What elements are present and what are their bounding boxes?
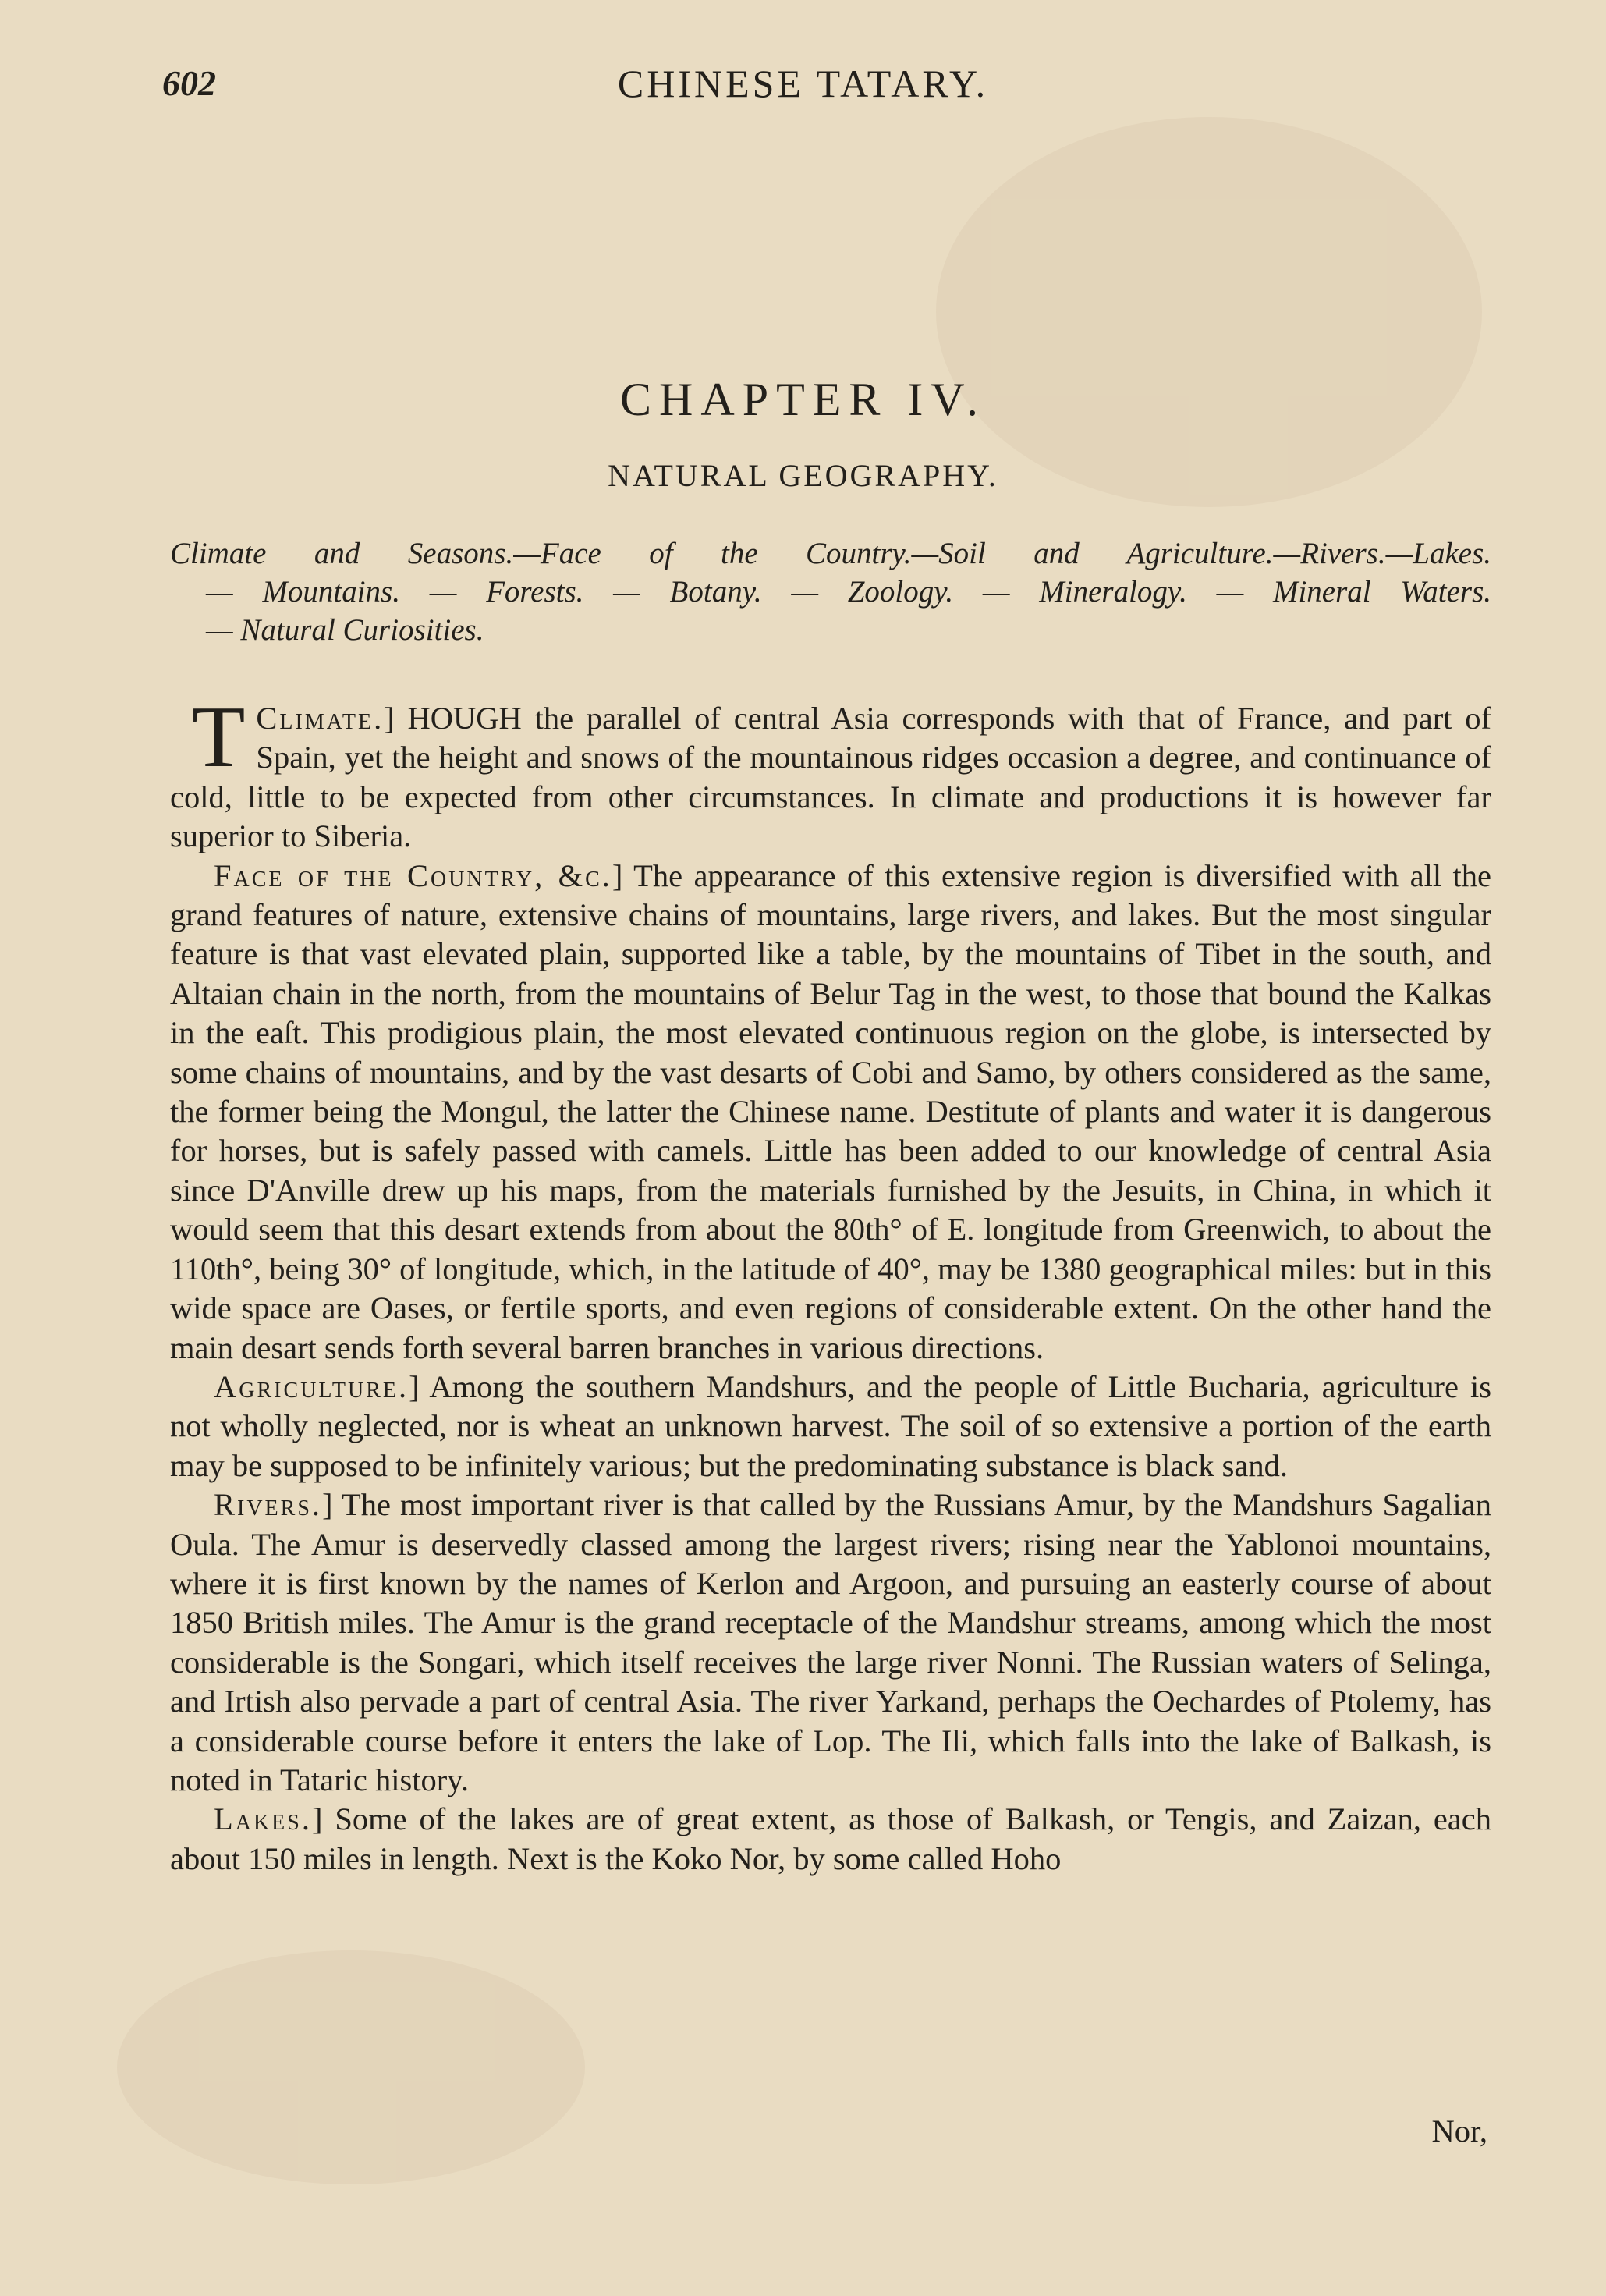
chapter-subtitle: NATURAL GEOGRAPHY.: [608, 458, 998, 493]
paper-stain: [936, 117, 1482, 507]
contents-line: — Natural Curiosities.: [206, 613, 484, 647]
chapter-contents: [170, 534, 1491, 649]
paragraph-rivers: [170, 1485, 1491, 1800]
side-head-lakes: Lakes.]: [214, 1801, 323, 1837]
paragraph-text: The appearance of this extensive region is diversified with all the grand features of nature, extensive chains of mountains, large rivers, and lakes. But the most singular feature is that vast elevated plain, supported like a table, by the mountains of Tibet in the south, and Altaian chain in the north, from the mountains of Belur Tag in the west, to those that bound the Kalkas in the eaſt. This prodigious plain, the most elevated continuous region on the globe, is intersected by some chains of mountains, and by the vast desarts of Cobi and Samo, by others considered as the same, the former being the Mongul, the latter the Chinese name. Destitute of plants and water it is dangerous for horses, but is safely passed with camels. Little has been added to our knowledge of central Asia since D'Anville drew up his maps, from the materials furnished by the Jesuits, in China, in which it would seem that this desart extends from about the 80th° of E. longitude from Greenwich, to about the 110th°, being 30° of longitude, which, in the latitude of 40°, may be 1380 geographical miles: but in this wide space are Oases, or fertile sports, and even regions of considerable extent. On the other hand the main desart sends forth several barren branches in various directions.: [170, 857, 1491, 1365]
side-head-climate: Climate.]: [256, 701, 395, 736]
paragraph-text: The most important river is that called by the Russians Amur, by the Mandshurs Sagalian Oula. The Amur is deservedly classed among the largest rivers; rising near the Yablonoi mountains, where it is first known by the names of Kerlon and Argoon, and pursuing an easterly course of about 1850 British miles. The Amur is the grand receptacle of the Mandshur streams, among which the most considerable is the Songari, which itself receives the large river Nonni. The Russian waters of Selinga, and Irtish also pervade a part of central Asia. The river Yarkand, perhaps the Oechardes of Ptolemy, has a considerable course before it enters the lake of Lop. The Ili, which falls into the lake of Balkash, is noted in Tataric history.: [170, 1487, 1491, 1797]
body-text: [170, 689, 1492, 1879]
catchword: Nor,: [1431, 2113, 1487, 2149]
side-head-rivers: Rivers.]: [214, 1487, 333, 1523]
paragraph-face-of-country: [170, 857, 1491, 1368]
paragraph-agriculture: [170, 1368, 1491, 1485]
chapter-title: CHAPTER IV.: [620, 374, 986, 425]
paragraph-text: HOUGH the parallel of central Asia corresponds with that of France, and part of Spain, yet the height and snows of the mountainous ridges occasion a degree, and continuance of cold, little to be expected from other circumstances. In climate and productions it is however far superior to Siberia.: [170, 701, 1492, 854]
drop-cap: T: [192, 689, 246, 786]
running-title: CHINESE TATARY.: [617, 62, 989, 105]
paragraph-text: Among the southern Mandshurs, and the people of Little Bucharia, agriculture is not wholly neglected, nor is wheat an unknown harvest. The soil of so extensive a portion of the earth may be supposed to be infinitely various; but the predominating substance is black sand.: [170, 1368, 1492, 1483]
side-head-face: Face of the Country, &c.]: [214, 857, 623, 893]
paragraph-text: Some of the lakes are of great extent, as those of Balkash, or Tengis, and Zaizan, each about 150 miles in length. Next is the Koko Nor, by some called Hoho: [170, 1801, 1492, 1876]
running-head: [0, 61, 1606, 115]
side-head-agriculture: Agriculture.]: [214, 1368, 420, 1404]
page-number: 602: [162, 63, 216, 103]
paragraph-climate: [170, 689, 1492, 857]
contents-line: — Mountains. — Forests. — Botany. — Zoology. — Mineralogy. — Mineral Waters.: [206, 575, 1491, 609]
contents-line: Climate and Seasons.—Face of the Country.—Soil and Agriculture.—Rivers.—Lakes.: [170, 537, 1491, 570]
paper-stain: [117, 1950, 585, 2184]
paragraph-lakes: [170, 1800, 1491, 1879]
